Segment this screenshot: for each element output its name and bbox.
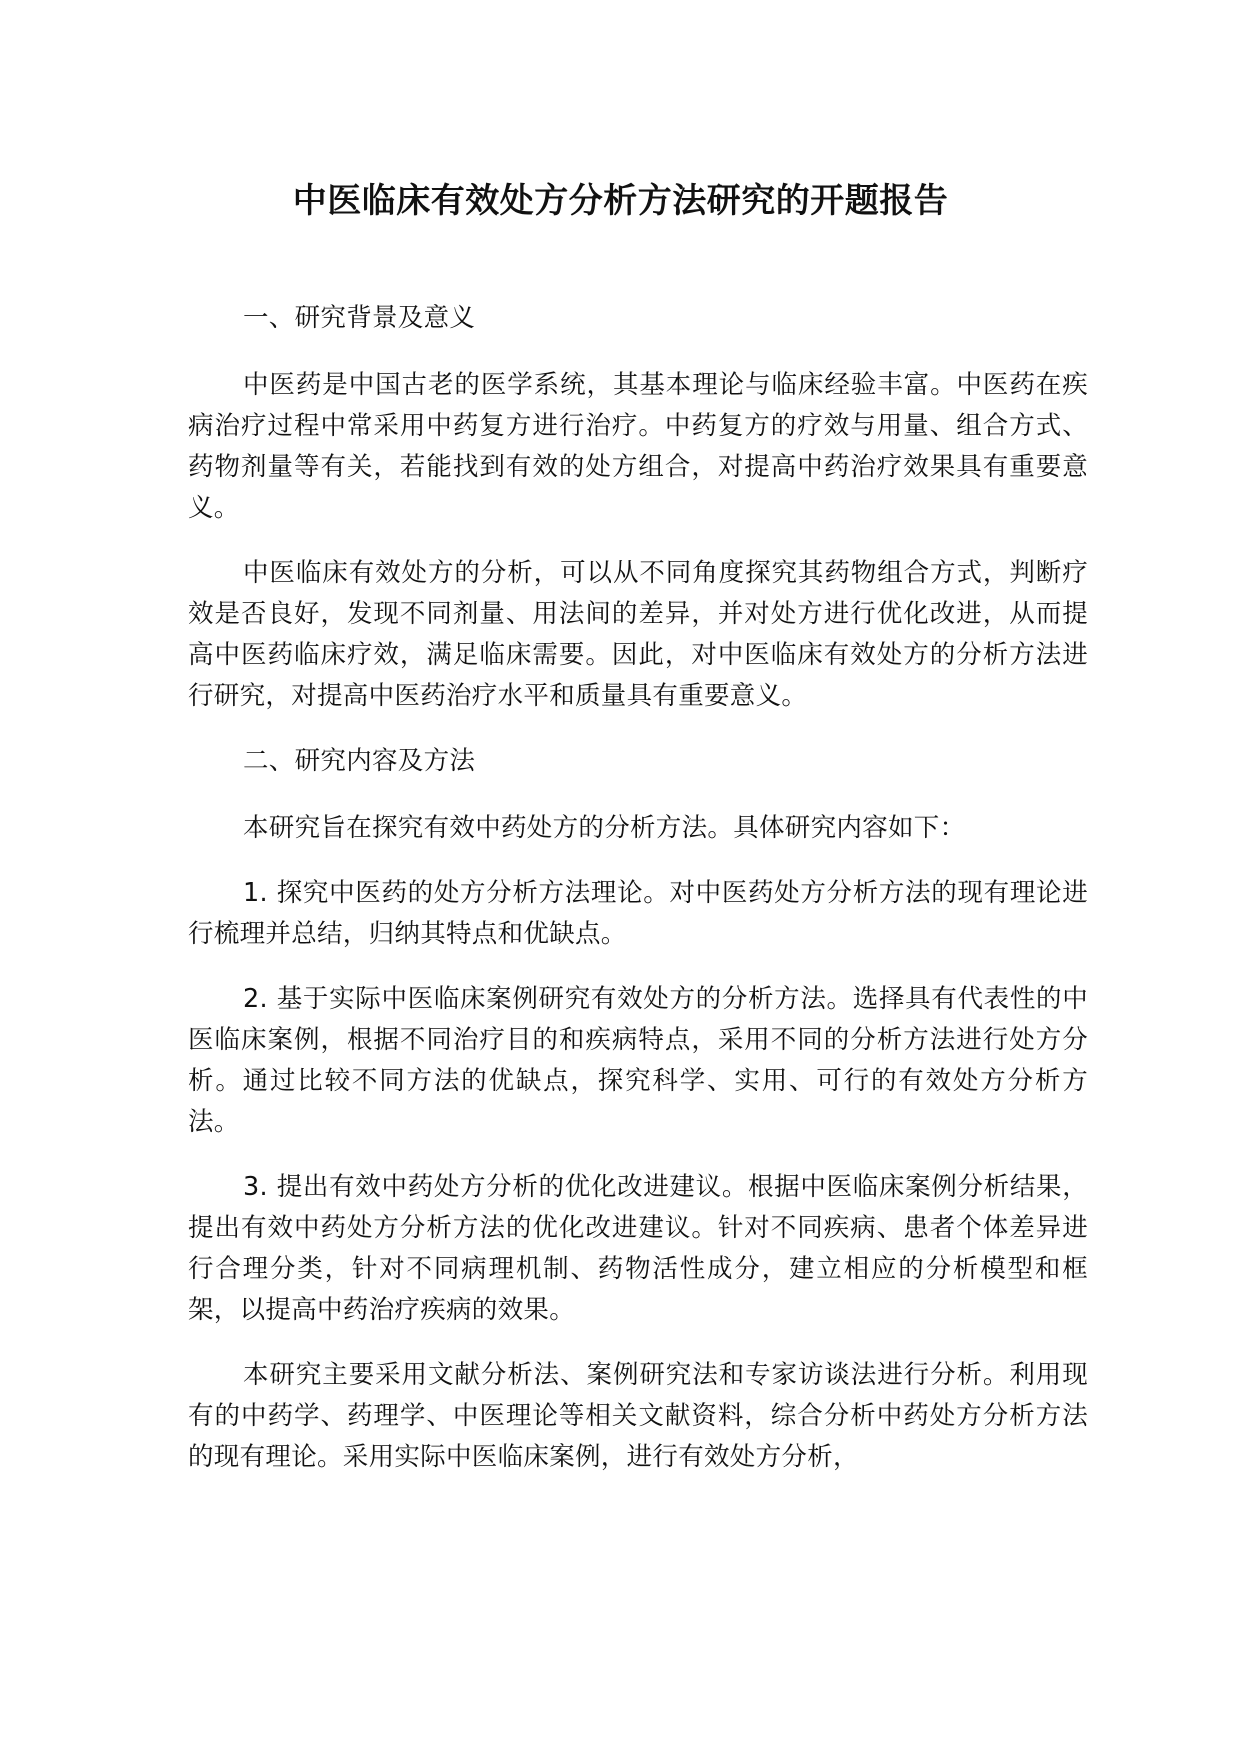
paragraph-research-methods: 本研究主要采用文献分析法、案例研究法和专家访谈法进行分析。利用现有的中药学、药理学、中医理论等相关文献资料，综合分析中药处方分析方法的现有理论。采用实际中医临床案例，进行有效处方分析，: [188, 1360, 1088, 1472]
section-heading-background: 一、研究背景及意义: [243, 303, 476, 333]
document-body: [188, 298, 1088, 1502]
list-item-3: 3. 提出有效中药处方分析的优化改进建议。根据中医临床案例分析结果，提出有效中药处方分析方法的优化改进建议。针对不同疾病、患者个体差异进行合理分类，针对不同病理机制、药物活性成分，建立相应的分析模型和框架，以提高中药治疗疾病的效果。: [188, 1172, 1088, 1325]
document-title: 中医临床有效处方分析方法研究的开题报告: [292, 181, 949, 221]
list-item-1: 1. 探究中医药的处方分析方法理论。对中医药处方分析方法的现有理论进行梳理并总结，归纳其特点和优缺点。: [188, 878, 1088, 949]
paragraph-research-aim: 本研究旨在探究有效中药处方的分析方法。具体研究内容如下：: [243, 813, 966, 843]
paragraph-prescription-analysis-significance: 中医临床有效处方的分析，可以从不同角度探究其药物组合方式，判断疗效是否良好，发现不同剂量、用法间的差异，并对处方进行优化改进，从而提高中医药临床疗效，满足临床需要。因此，对中医临床有效处方的分析方法进行研究，对提高中医药治疗水平和质量具有重要意义。: [188, 558, 1088, 711]
paragraph-tcm-overview: 中医药是中国古老的医学系统，其基本理论与临床经验丰富。中医药在疾病治疗过程中常采用中药复方进行治疗。中药复方的疗效与用量、组合方式、药物剂量等有关，若能找到有效的处方组合，对提高中药治疗效果具有重要意义。: [188, 370, 1088, 523]
section-heading-content-methods: 二、研究内容及方法: [243, 746, 476, 776]
list-item-2: 2. 基于实际中医临床案例研究有效处方的分析方法。选择具有代表性的中医临床案例，根据不同治疗目的和疾病特点，采用不同的分析方法进行处方分析。通过比较不同方法的优缺点，探究科学、实用、可行的有效处方分析方法。: [188, 984, 1088, 1137]
